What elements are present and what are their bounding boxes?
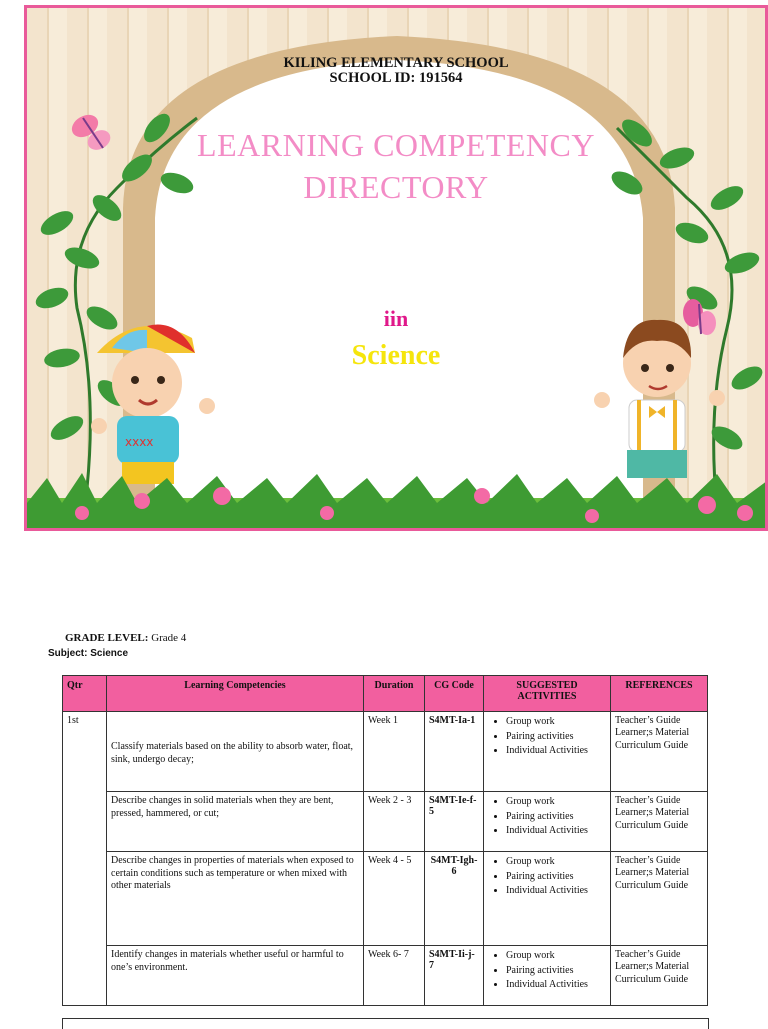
grade-level-label: GRADE LEVEL: — [65, 632, 149, 644]
cover-title-line1: LEARNING COMPETENCY — [197, 127, 595, 163]
competency-cell — [107, 792, 364, 852]
header-competencies: Learning Competencies — [107, 676, 364, 712]
table-row — [63, 852, 708, 946]
activity-item: • Individual Activities — [506, 978, 606, 993]
activity-item: • Group work — [506, 855, 606, 870]
table-header-row — [63, 676, 708, 712]
activities-cell — [484, 792, 611, 852]
activity-item: • Individual Activities — [506, 824, 606, 839]
duration-cell: Week 6- 7 — [364, 946, 425, 1006]
activity-item: • Pairing activities — [506, 964, 606, 979]
activity-item: • Group work — [506, 795, 606, 810]
competency-table — [62, 675, 708, 1006]
references-cell — [611, 852, 708, 946]
header-qtr: Qtr — [63, 676, 107, 712]
reference-item: Learner;s Material — [615, 867, 690, 879]
reference-item: Learner;s Material — [615, 807, 690, 819]
activity-item: • Pairing activities — [506, 810, 606, 825]
svg-text:xxxx: xxxx — [125, 435, 154, 449]
reference-item: Teacher’s Guide — [615, 795, 681, 806]
subject-line: Subject: Science — [48, 648, 129, 659]
cover-subtitle-subject: Science — [351, 340, 441, 371]
reference-item: Curriculum Guide — [615, 973, 689, 985]
reference-item: Teacher’s Guide — [615, 855, 681, 866]
reference-item: Teacher’s Guide — [615, 715, 681, 726]
header-references: REFERENCES — [611, 676, 708, 712]
reference-item: Learner;s Material — [615, 727, 690, 739]
competency-cell — [107, 712, 364, 792]
activities-cell — [484, 852, 611, 946]
references-cell — [611, 946, 708, 1006]
competency-text: Describe changes in solid materials when they are bent, pressed, hammered, or cut; — [111, 795, 334, 819]
activity-item: • Pairing activities — [506, 730, 606, 745]
cg-code-cell: S4MT-Ii-j-7 — [425, 946, 484, 1006]
grade-level-value: Grade 4 — [151, 632, 187, 644]
cover-illustration — [27, 8, 768, 531]
table-row — [63, 946, 708, 1006]
cg-code-cell: S4MT-Ie-f-5 — [425, 792, 484, 852]
school-name: KILING ELEMENTARY SCHOOL — [283, 55, 509, 71]
competency-cell — [107, 852, 364, 946]
cover-page — [24, 5, 768, 531]
quarter-cell: 1st — [63, 712, 107, 1006]
reference-item: Curriculum Guide — [615, 879, 689, 891]
activities-cell — [484, 712, 611, 792]
reference-item: Teacher’s Guide — [615, 949, 681, 960]
activity-item: • Individual Activities — [506, 884, 606, 899]
header-activities: SUGGESTED ACTIVITIES — [484, 676, 611, 712]
duration-cell: Week 1 — [364, 712, 425, 792]
duration-cell: Week 2 - 3 — [364, 792, 425, 852]
table-row — [63, 792, 708, 852]
competency-cell — [107, 946, 364, 1006]
cg-code-cell: S4MT-Igh-6 — [425, 852, 484, 946]
competency-text: Describe changes in properties of materials when exposed to certain conditions such as temperature or when mixed with other materials — [111, 855, 354, 891]
header-duration: Duration — [364, 676, 425, 712]
cover-subtitle-in: iin — [383, 306, 409, 331]
activity-item: • Group work — [506, 949, 606, 964]
reference-item: Learner;s Material — [615, 961, 690, 973]
reference-item: Curriculum Guide — [615, 819, 689, 831]
school-id: SCHOOL ID: 191564 — [329, 70, 463, 86]
references-cell — [611, 792, 708, 852]
cg-code-cell: S4MT-Ia-1 — [425, 712, 484, 792]
activity-item: • Individual Activities — [506, 744, 606, 759]
grade-level — [65, 632, 186, 644]
activities-cell — [484, 946, 611, 1006]
header-cg-code: CG Code — [425, 676, 484, 712]
competency-text: Identify changes in materials whether useful or harmful to one’s environment. — [111, 949, 344, 973]
references-cell — [611, 712, 708, 792]
duration-cell: Week 4 - 5 — [364, 852, 425, 946]
reference-item: Curriculum Guide — [615, 739, 689, 751]
cover-title-line2: DIRECTORY — [303, 169, 489, 205]
competency-text: Classify materials based on the ability to absorb water, float, sink, undergo decay; — [111, 741, 354, 765]
activity-item: • Group work — [506, 715, 606, 730]
table-row — [63, 712, 708, 792]
activity-item: • Pairing activities — [506, 870, 606, 885]
